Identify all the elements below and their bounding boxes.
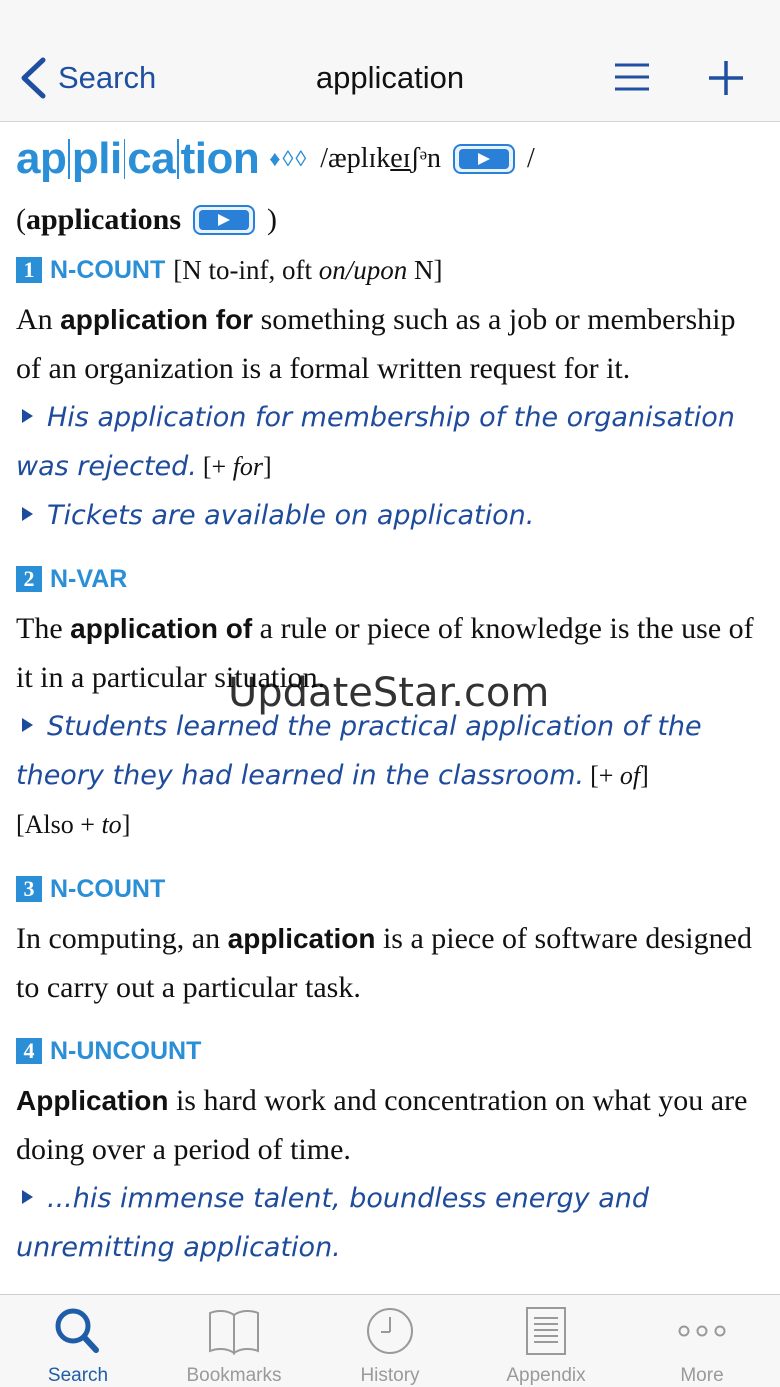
play-icon [459,149,509,169]
back-label: Search [58,60,157,95]
sense-number: 4 [16,1038,42,1064]
tab-bar [0,1294,780,1387]
frequency-diamonds: ♦◊◊ [269,146,309,171]
sense-header [16,864,764,914]
bullet-triangle-icon [22,409,33,423]
part-of-speech: N-COUNT [50,874,166,903]
example-sentence: Tickets are available on application. [16,491,764,540]
watermark: UpdateStar.com [228,670,550,716]
tab-appendix[interactable]: Appendix [468,1295,624,1387]
clock-icon [363,1305,417,1357]
bullet-triangle-icon [22,507,33,521]
tab-bookmarks[interactable]: Bookmarks [156,1295,312,1387]
sense-header [16,245,764,295]
more-dots-icon [675,1305,729,1357]
book-icon [207,1305,261,1357]
definition: Application is hard work and concentration on what you are doing over a period of time. [16,1084,748,1166]
play-inflection-audio-button[interactable] [193,205,255,235]
tab-more[interactable]: More [624,1295,780,1387]
example-grammar-note: [+ for] [202,452,272,481]
menu-icon[interactable] [612,58,652,98]
example-sentence: ...his immense talent, boundless energy and unremitting application. [16,1183,649,1263]
inflection-line: ( applications ) [16,203,278,236]
inflection: applications [26,203,182,236]
part-of-speech: N-COUNT [50,255,166,284]
definition: An application for something such as a job or membership of an organization is a formal written request for it. [16,303,736,385]
definition: In computing, an application is a piece of software designed to carry out a particular task. [16,922,752,1004]
also-note: [Also + to] [16,810,131,839]
pronunciation: /æplɪkeɪʃᵊn [320,143,441,174]
sense-number: 3 [16,876,42,902]
example-grammar-note: [+ of] [590,761,649,790]
headword: ap pli ca tion [16,134,260,183]
sense-number: 1 [16,257,42,283]
play-icon [199,210,249,230]
search-icon [51,1305,105,1357]
entry-content [0,123,780,1293]
bullet-triangle-icon [22,1190,33,1204]
add-bookmark-icon[interactable] [706,58,746,98]
tab-history[interactable]: History [312,1295,468,1387]
example-sentence: Students learned the practical application of the theory they had learned in the classroom. [+ of] [16,711,702,791]
play-audio-button[interactable] [453,144,515,174]
document-icon [519,1305,573,1357]
page-title: application [315,60,465,95]
entry-header [16,123,764,195]
tab-search[interactable]: Search [0,1295,156,1387]
sense-header [16,554,764,604]
sense-header [16,1026,764,1076]
grammar-note: [N to-inf, oft on/upon N] [173,254,443,285]
example-sentence: His application for membership of the organisation was rejected. [+ for] [16,402,735,482]
bullet-triangle-icon [22,718,33,732]
sense-number: 2 [16,566,42,592]
part-of-speech: N-UNCOUNT [50,1036,202,1065]
definition: The application of a rule or piece of knowledge is the use of it in a particular situation. [16,612,754,694]
navigation-bar [0,0,780,122]
pronunciation-close: / [527,143,535,174]
part-of-speech: N-VAR [50,564,128,593]
